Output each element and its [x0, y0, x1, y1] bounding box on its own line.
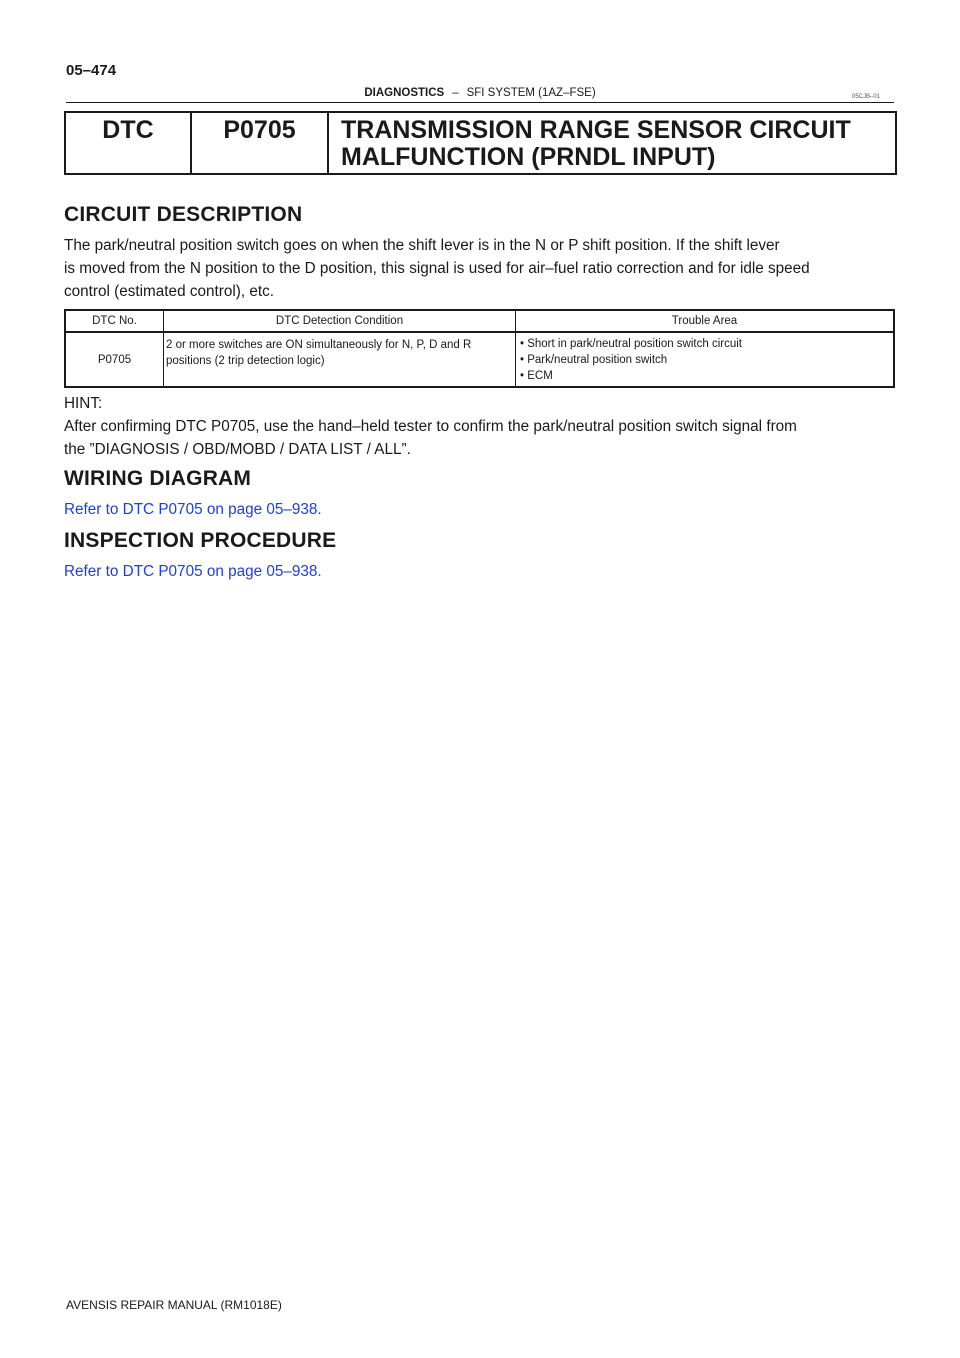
doc-code: 05CJB–01 — [852, 94, 881, 100]
title-dtc-code: P0705 — [192, 113, 329, 173]
circuit-description-line: is moved from the N position to the D position, this signal is used for air–fuel ratio correction and for idle speed — [64, 260, 810, 277]
title-name-line-1: TRANSMISSION RANGE SENSOR CIRCUIT — [341, 116, 851, 144]
dtc-table-cell-trouble-area — [516, 332, 895, 387]
dtc-table — [64, 309, 895, 388]
running-head — [0, 87, 960, 99]
condition-line: positions (2 trip detection logic) — [166, 355, 325, 367]
title-dtc-label: DTC — [66, 113, 192, 173]
wiring-diagram-link[interactable]: Refer to DTC P0705 on page 05–938. — [64, 501, 322, 518]
dtc-table-header-row — [65, 310, 894, 332]
trouble-area-item: • ECM — [520, 370, 553, 382]
table-row — [65, 332, 894, 387]
dtc-table-header-trouble-area: Trouble Area — [516, 310, 895, 332]
dtc-table-header-condition: DTC Detection Condition — [164, 310, 516, 332]
inspection-procedure-heading: INSPECTION PROCEDURE — [64, 529, 337, 552]
circuit-description-heading: CIRCUIT DESCRIPTION — [64, 203, 303, 226]
dtc-table-cell-condition — [164, 332, 516, 387]
subsection-name: SFI SYSTEM (1AZ–FSE) — [466, 87, 596, 99]
header-rule — [66, 102, 894, 103]
dtc-table-header-dtc-no: DTC No. — [65, 310, 164, 332]
section-dash: – — [452, 87, 459, 99]
hint-label: HINT: — [64, 395, 103, 412]
hint-line: After confirming DTC P0705, use the hand–held tester to confirm the park/neutral position switch signal from — [64, 418, 797, 435]
circuit-description-text — [64, 234, 896, 303]
hint-block — [64, 392, 896, 461]
circuit-description-line: The park/neutral position switch goes on when the shift lever is in the N or P shift position. If the shift lever — [64, 237, 780, 254]
trouble-area-item: • Park/neutral position switch — [520, 354, 668, 366]
section-name: DIAGNOSTICS — [364, 87, 445, 99]
condition-line: 2 or more switches are ON simultaneously for N, P, D and R — [166, 339, 472, 351]
footer-manual-title: AVENSIS REPAIR MANUAL (RM1018E) — [66, 1298, 282, 1312]
dtc-table-cell-dtc-no: P0705 — [65, 332, 164, 387]
hint-line: the ”DIAGNOSIS / OBD/MOBD / DATA LIST / ALL”. — [64, 441, 411, 458]
circuit-description-line: control (estimated control), etc. — [64, 283, 274, 300]
inspection-procedure-link[interactable]: Refer to DTC P0705 on page 05–938. — [64, 563, 322, 580]
wiring-diagram-heading: WIRING DIAGRAM — [64, 467, 252, 490]
title-name-line-2: MALFUNCTION (PRNDL INPUT) — [341, 143, 716, 171]
title-dtc-name — [329, 113, 895, 173]
trouble-area-item: • Short in park/neutral position switch circuit — [520, 338, 742, 350]
title-box — [64, 111, 897, 175]
page-number: 05–474 — [66, 62, 117, 79]
